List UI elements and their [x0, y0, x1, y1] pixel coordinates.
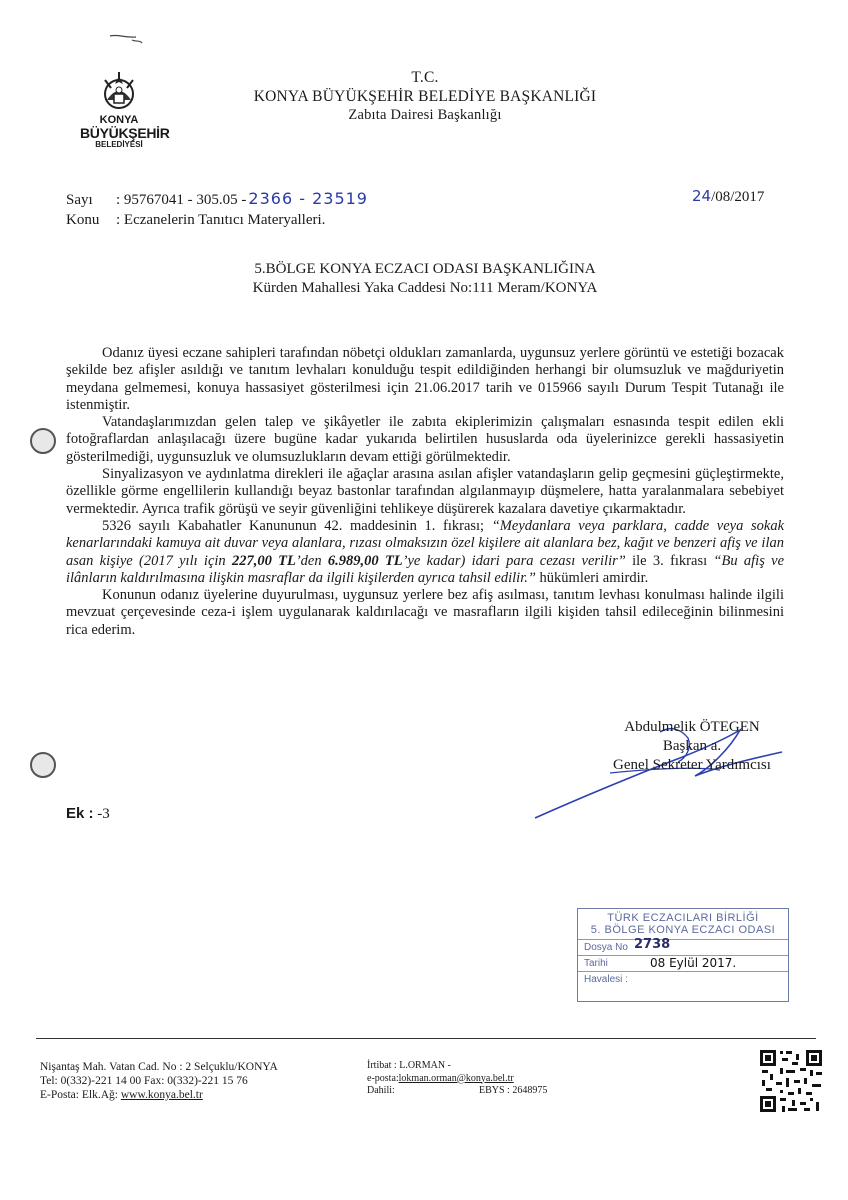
fine-max: 6.989,00 TL: [327, 552, 403, 569]
stamp-dosya-label: Dosya No: [584, 942, 628, 953]
footer-contact: [40, 1060, 278, 1102]
konu-label: Konu: [66, 212, 100, 228]
stamp-org-line-1: TÜRK ECZACILARI BİRLİĞİ: [607, 912, 759, 924]
stamp-tarih-row: [578, 955, 788, 971]
law-quote-1c: ’ye kadar) idari para cezası verilir”: [402, 552, 626, 569]
footer-address: Nişantaş Mah. Vatan Cad. No : 2 Selçuklu/KONYA: [40, 1061, 278, 1073]
signature-block: [592, 718, 792, 775]
document-date: [692, 187, 764, 206]
footer-dahili: Dahili:: [367, 1085, 395, 1096]
header-department: Zabıta Dairesi Başkanlığı: [348, 107, 502, 123]
stamp-org-line-2: 5. BÖLGE KONYA ECZACI ODASI: [590, 924, 776, 936]
konu-value: : Eczanelerin Tanıtıcı Materyalleri.: [116, 212, 326, 228]
konu-row: [66, 210, 368, 230]
logo-text-belediyesi: BELEDİYESİ: [95, 140, 143, 149]
stamp-tarih-label: Tarihi: [584, 958, 608, 969]
stamp-dosya-row: [578, 939, 788, 955]
law-quote-2: “Bu afiş ve ilânların kaldırılmasına ilişkin masraflar da ilgili kişilerden ayrıca tahsil edilir.”: [66, 552, 784, 586]
paragraph-5: Konunun odanız üyelerine duyurulması, uygunsuz yerlere bez afiş asılması, tanıtım levhası konulması halinde ilgili mevzuat çerçevesinde ceza-i işlem uygulanarak kaldırılacağı ve masrafların ilgili kişiden tahsil edileceğinin bilinmesini rica ederim.: [66, 587, 784, 638]
punch-hole-lower: [30, 752, 56, 778]
header-tc: T.C.: [411, 69, 439, 86]
paragraph-3: Sinyalizasyon ve aydınlatma direkleri ile ağaçlar arasına asılan afişler vatandaşların gelip geçmesini güçleştirmekte, özellikle görme engellilerin kullandığı beyaz bastonlar tarafından algılanmayıp düşmelere, hatta yaralanmalara sebebiyet vermektedir. Ayrıca trafik görüşü ve seyir güvenliğini tehlikeye düşürerek kazalara davetiye çıkarmaktadır.: [66, 466, 784, 517]
footer-contact-person: [367, 1060, 567, 1098]
footer-email-row: [40, 1088, 278, 1102]
sayi-row: [66, 189, 368, 210]
law-quote-1b: ’den: [295, 552, 328, 569]
footer-eposta-label: e-posta:: [367, 1072, 399, 1084]
footer-ebys: EBYS : 2648975: [479, 1085, 548, 1096]
footer-eposta-row: [367, 1073, 567, 1086]
date-handwritten-day: 24: [692, 187, 712, 205]
law-reference: 5326 sayılı Kabahatler Kanununun 42. maddesinin 1. fıkrası;: [102, 517, 492, 534]
footer-eposta-link[interactable]: lokman.orman@konya.bel.tr: [398, 1072, 514, 1084]
law-connector: ile 3. fıkrası: [625, 552, 714, 569]
law-quote-1a: “Meydanlara veya parklara, cadde veya sokak kenarlarındaki kamuya ait duvar veya alanlara, rızası olmaksızın özel kişilere ait alanlara bez, kağıt ve benzeri afiş ve ilan asan kişiye (2017 yılı için: [66, 517, 785, 569]
seal-emblem-icon: [97, 70, 141, 114]
attachment-note: [66, 805, 110, 823]
footer-irtibat: İrtibat : L.ORMAN -: [367, 1060, 451, 1071]
reference-block: [66, 189, 368, 230]
recipient-block: [180, 260, 670, 298]
signatory-title-1: Başkan a.: [662, 738, 722, 754]
letter-body: [66, 345, 784, 639]
recipient-name: 5.BÖLGE KONYA ECZACI ODASI BAŞKANLIĞINA: [254, 261, 596, 277]
footer-phone: Tel: 0(332)-221 14 00 Fax: 0(332)-221 15 76: [40, 1075, 248, 1087]
signatory-title-2: Genel Sekreter Yardımcısı: [613, 757, 771, 773]
fine-min: 227,00 TL: [231, 552, 296, 569]
receipt-stamp: [577, 908, 789, 1002]
sayi-value: : 95767041 - 305.05 -: [116, 192, 247, 208]
footer-email-label: E-Posta: Elk.Ağ:: [40, 1089, 121, 1101]
paragraph-4: [66, 518, 784, 587]
law-closing: hükümleri amirdir.: [535, 569, 649, 586]
attachment-label: Ek :: [66, 805, 94, 822]
header-institution: KONYA BÜYÜKŞEHİR BELEDİYE BAŞKANLIĞI: [253, 88, 597, 105]
sayi-handwritten-number: 2366 - 23519: [248, 189, 368, 208]
paragraph-2: Vatandaşlarımızdan gelen talep ve şikâyetler ile zabıta ekiplerimizin çalışmaları esnasında tespit edilen ekli fotoğraflardan anlaşılacağı üzere bugüne kadar yukarıda belirtilen hususlarda oda üyelerinizce gerekli hassasiyetin gösterilmediği, uygunsuzluk ve olumsuzlukların devam ettiği görülmektedir.: [66, 414, 784, 465]
logo-text-buyuksehir: BÜYÜKŞEHİR: [80, 125, 170, 141]
stamp-dosya-value: 2738: [634, 937, 671, 952]
footer-website-link[interactable]: www.konya.bel.tr: [120, 1089, 203, 1101]
qr-code-icon: [758, 1048, 824, 1114]
footer-divider: [36, 1038, 816, 1039]
signatory-name: Abdulmelik ÖTEGEN: [624, 719, 760, 735]
stamp-tarih-value: 08 Eylül 2017.: [650, 956, 737, 970]
logo-text-konya: KONYA: [99, 114, 139, 126]
date-month-year: /08/2017: [711, 189, 765, 205]
punch-hole-upper: [30, 428, 56, 454]
stamp-havalesi-row: [578, 971, 788, 987]
sayi-label: Sayı: [66, 192, 93, 208]
attachment-count: -3: [97, 806, 110, 822]
municipality-logo: [80, 70, 170, 149]
recipient-address: Kürden Mahallesi Yaka Caddesi No:111 Meram/KONYA: [252, 280, 598, 296]
footer-dahili-row: [367, 1085, 567, 1098]
paragraph-1: Odanız üyesi eczane sahipleri tarafından nöbetçi oldukları zamanlarda, uygunsuz yerlere görüntü ve estetiği bozacak şekilde bez afişler asıldığı ve tanıtım levhaları konulduğu tespit edildiğinden herhangi bir olumsuzluk ve mağduriyetin meydana gelmemesi, konuya hassasiyet gösterilmesi için 21.06.2017 tarih ve 015966 sayılı Durum Tespit Tutanağı ile istenmiştir.: [66, 345, 784, 413]
stamp-havalesi-label: Havalesi :: [584, 974, 628, 985]
letterhead: [180, 68, 670, 125]
pen-mark-scribble: [108, 28, 148, 48]
